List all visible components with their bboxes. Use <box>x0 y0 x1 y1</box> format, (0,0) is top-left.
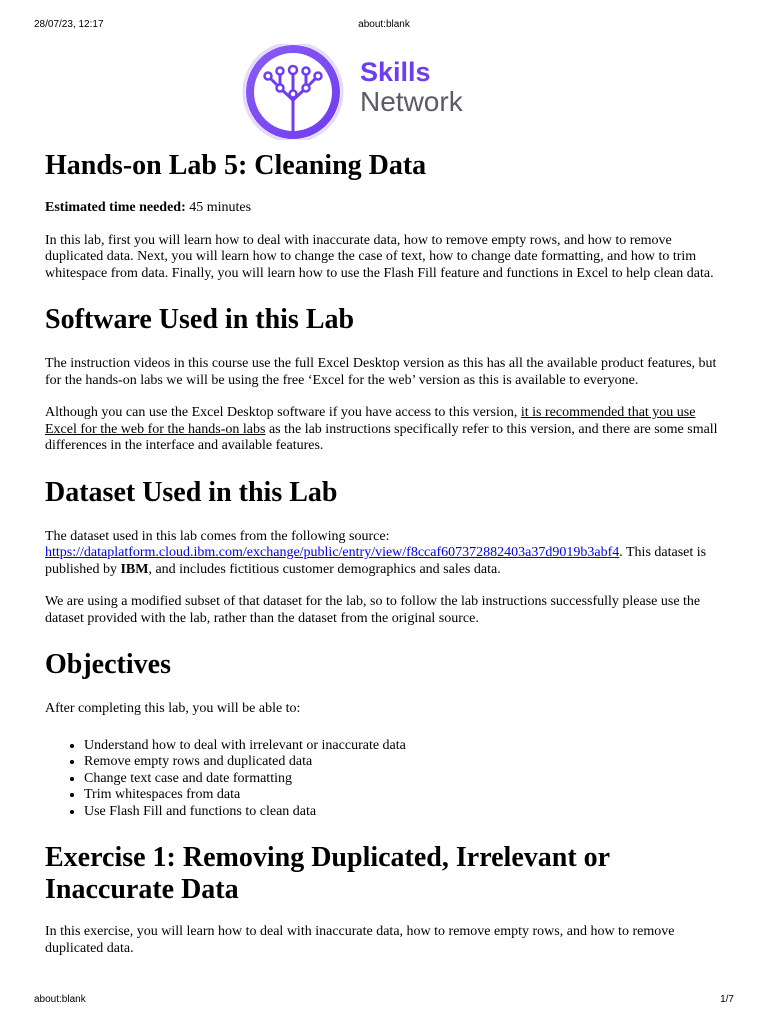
logo-wordmark <box>360 58 463 116</box>
page-number: 1/7 <box>720 994 734 1005</box>
list-item: • Remove empty rows and duplicated data <box>84 754 725 771</box>
dataset-source-link[interactable]: https://dataplatform.cloud.ibm.com/exchange/public/entry/view/f8ccaf607372882403a37d9019b3abf4 <box>45 545 620 560</box>
software-p2-start: Although you can use the Excel Desktop software if you have access to this version, <box>45 405 521 420</box>
document-content <box>45 150 725 957</box>
list-item: • Use Flash Fill and functions to clean data <box>84 804 725 821</box>
skills-network-logo <box>238 44 488 140</box>
header-datetime: 28/07/23, 12:17 <box>34 19 104 30</box>
software-p2-underlined: it is recommended that you use Excel for the web for the hands-on labs <box>45 405 696 437</box>
dataset-p1-start: The dataset used in this lab comes from the following source: <box>45 528 390 544</box>
exercise-1-heading: Exercise 1: Removing Duplicated, Irrelevant or Inaccurate Data <box>45 842 610 905</box>
dataset-publisher: IBM <box>120 561 149 577</box>
logo-word-network: Network <box>360 86 463 117</box>
exercise-1-paragraph: In this exercise, you will learn how to deal with inaccurate data, how to remove empty rows, and how to remove duplicated data. <box>45 924 675 956</box>
software-heading: Software Used in this Lab <box>45 304 355 335</box>
page-title: Hands-on Lab 5: Cleaning Data <box>45 150 427 181</box>
software-paragraph-2 <box>45 405 725 455</box>
logo-word-skills: Skills <box>360 57 431 87</box>
dataset-heading: Dataset Used in this Lab <box>45 476 338 508</box>
estimated-time-label: Estimated time needed: <box>45 200 186 215</box>
list-item: • Change text case and date formatting <box>84 771 725 788</box>
list-item: • Understand how to deal with irrelevant or inaccurate data <box>84 738 725 755</box>
list-item: • Trim whitespaces from data <box>84 787 725 804</box>
objectives-heading: Objectives <box>45 649 171 680</box>
estimated-time <box>45 200 725 217</box>
intro-paragraph: In this lab, first you will learn how to deal with inaccurate data, how to remove empty rows, and how to remove duplicated data. Next, you will learn how to change the case of text, how to change date formatting, and how to trim whitespace from data. Finally, you will learn how to use the Flash Fill feature and functions in Excel to help clean data. <box>45 232 714 281</box>
software-p2-end: as the lab instructions specifically refer to this version, and there are some small differences in the interface and available features. <box>45 421 718 453</box>
footer-url: about:blank <box>34 994 86 1005</box>
objectives-intro: After completing this lab, you will be able to: <box>45 701 301 716</box>
dataset-p1-end: , and includes fictitious customer demographics and sales data. <box>148 561 501 577</box>
objectives-list <box>45 738 725 821</box>
dataset-p1-mid: . This dataset is published by <box>45 545 707 577</box>
dataset-paragraph-2: We are using a modified subset of that dataset for the lab, so to follow the lab instructions successfully please use the dataset provided with the lab, rather than the dataset from the original source. <box>45 594 701 626</box>
estimated-time-value: 45 minutes <box>185 200 252 215</box>
tree-logo-icon <box>238 44 348 140</box>
dataset-paragraph-1 <box>45 529 725 579</box>
header-url: about:blank <box>358 19 410 30</box>
software-paragraph-1: The instruction videos in this course use the full Excel Desktop version as this has all the available product features, but for the hands-on labs we will be using the free ‘Excel for the web’ version as this is available to everyone. <box>45 356 717 388</box>
